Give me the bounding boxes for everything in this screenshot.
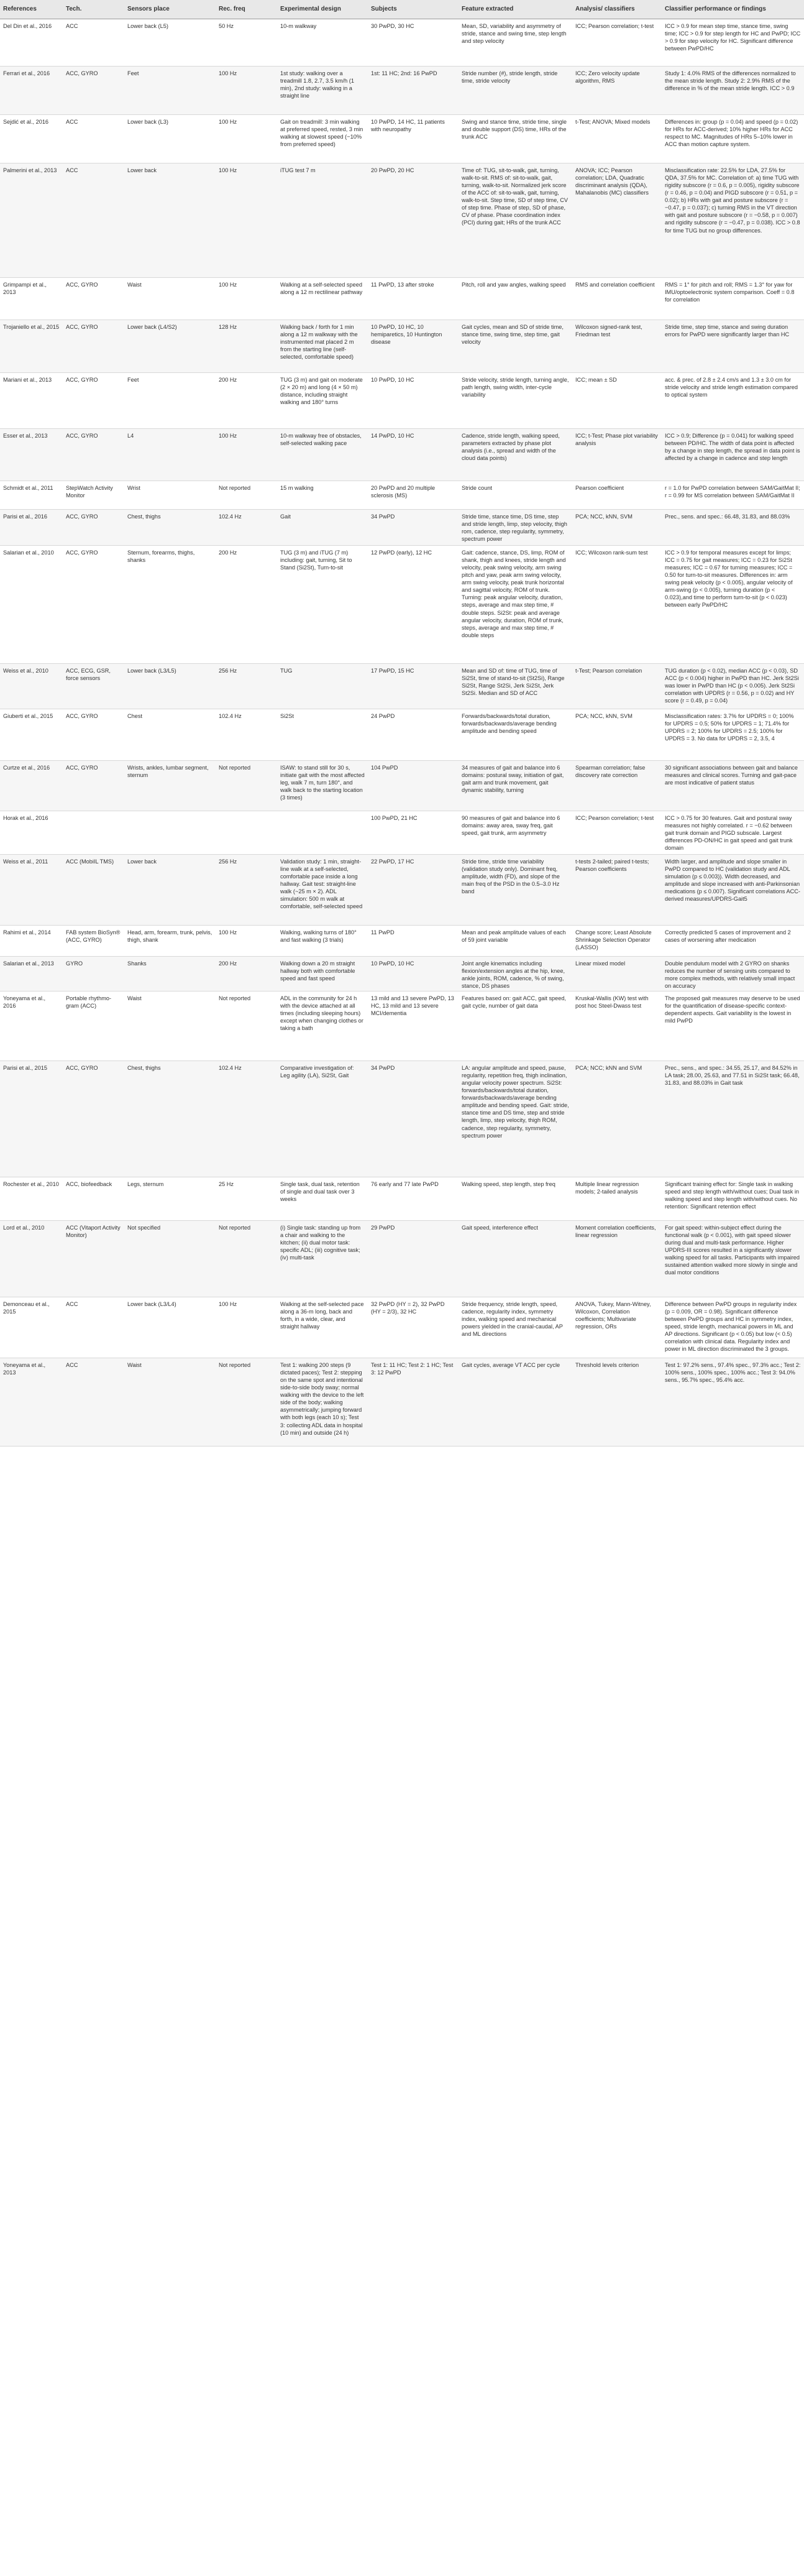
col-references-cell: Del Din et al., 2016 [0, 19, 63, 66]
col-experimental-design-cell: 10-m walkway free of obstacles, self-selected walking pace [277, 428, 368, 481]
col-subjects-cell: 13 mild and 13 severe PwPD, 13 HC, 13 mild and 13 severe MCI/dementia [368, 991, 459, 1060]
col-classifier-performance-cell: acc. & prec. of 2.8 ± 2.4 cm/s and 1.3 ± 3.0 cm for stride velocity and stride length estimation compared to optical system [662, 372, 804, 428]
table-row [0, 545, 804, 663]
table-row [0, 428, 804, 481]
table-row [0, 854, 804, 925]
table-row [0, 709, 804, 760]
col-tech-cell: Portable rhythmo-gram (ACC) [63, 991, 124, 1060]
col-classifier-performance-cell: Test 1: 97.2% sens., 97.4% spec., 97.3% acc.; Test 2: 100% sens., 100% spec., 100% acc.; Test 3: 94.0% sens., 95.7% spec., 95.4% acc. [662, 1358, 804, 1446]
col-tech-cell: ACC, GYRO [63, 320, 124, 372]
col-experimental-design-cell: TUG (3 m) and gait on moderate (2 × 20 m) and long (4 × 50 m) distance, including straight walking and 180° turns [277, 372, 368, 428]
col-references-cell: Ferrari et al., 2016 [0, 66, 63, 114]
col-tech-cell: ACC, GYRO [63, 709, 124, 760]
col-classifier-performance-cell: Study 1: 4.0% RMS of the differences normalized to the mean stride length. Study 2: 2.9% RMS of the difference in % of the mean stride length. ICC > 0.9 [662, 66, 804, 114]
col-experimental-design-cell: Comparative investigation of: Leg agility (LA), Si2St, Gait [277, 1060, 368, 1177]
col-references-cell: Weiss et al., 2010 [0, 663, 63, 709]
col-analysis-classifiers-cell: t-tests 2-tailed; paired t-tests; Pearson coefficients [572, 854, 662, 925]
col-feature-extracted-cell: Cadence, stride length, walking speed, parameters extracted by phase plot analysis (i.e., spread and width of the cloud data points) [459, 428, 572, 481]
col-rec-freq-cell: Not reported [216, 1358, 277, 1446]
table-row [0, 66, 804, 114]
col-feature-extracted-cell: Stride time, stride time variability (validation study only). Dominant freq, amplitude, width (FD), and slope of the main freq of the PSD in the 0.5–3.0 Hz band [459, 854, 572, 925]
table-row [0, 760, 804, 811]
col-sensors-place-cell: Waist [124, 1358, 216, 1446]
col-experimental-design-cell: 15 m walking [277, 481, 368, 509]
col-classifier-performance-cell: ICC > 0.75 for 30 features. Gait and postural sway measures not highly correlated. r = −0.62 between gait trunk domain and PIGD subscale. Largest differences PD-ON/HC in gait speed and gait trunk domain [662, 811, 804, 854]
col-rec-freq-cell [216, 811, 277, 854]
col-classifier-performance-cell: ICC > 0.9 for mean step time, stance time, swing time; ICC > 0.9 for step length for HC and PwPD; ICC > 0.9 for step velocity for HC. Significant difference between PwPD/HC [662, 19, 804, 66]
col-sensors-place-cell: Feet [124, 372, 216, 428]
col-tech-cell: ACC, GYRO [63, 1060, 124, 1177]
col-subjects-cell: 104 PwPD [368, 760, 459, 811]
col-sensors-place-cell: Head, arm, forearm, trunk, pelvis, thigh, shank [124, 925, 216, 956]
col-tech-cell: GYRO [63, 956, 124, 991]
col-rec-freq-cell: 102.4 Hz [216, 709, 277, 760]
col-subjects-cell: 20 PwPD and 20 multiple sclerosis (MS) [368, 481, 459, 509]
col-references-cell: Grimpampi et al., 2013 [0, 277, 63, 320]
col-sensors-place-cell: Lower back (L3) [124, 114, 216, 163]
col-classifier-performance-cell: The proposed gait measures may deserve to be used for the quantification of disease-specific context-dependent aspects. Gait variability is the lowest in mild PwPD [662, 991, 804, 1060]
col-tech-cell: ACC, biofeedback [63, 1177, 124, 1220]
col-subjects-cell: 12 PwPD (early), 12 HC [368, 545, 459, 663]
col-tech-cell: ACC, GYRO [63, 428, 124, 481]
col-experimental-design-cell [277, 811, 368, 854]
col-rec-freq-cell: 200 Hz [216, 956, 277, 991]
col-sensors-place-cell: Sternum, forearms, thighs, shanks [124, 545, 216, 663]
col-analysis-classifiers-cell: Wilcoxon signed-rank test, Friedman test [572, 320, 662, 372]
table-row [0, 163, 804, 277]
col-experimental-design-header: Experimental design [277, 0, 368, 19]
col-references-cell: Horak et al., 2016 [0, 811, 63, 854]
col-sensors-place-cell: Lower back [124, 854, 216, 925]
col-feature-extracted-cell: LA: angular amplitude and speed, pause, regularity, repetition freq, thigh inclination, angular velocity power spectrum. Si2St: forwards/backwards/total duration, forwards/backwards/average bending amplitude and bending speed. Gait: stride, stance time and DS time, step and stride length, limp, step velocity, thigh ROM, cadence, step regularity, symmetry, spectrum power [459, 1060, 572, 1177]
col-subjects-cell: 24 PwPD [368, 709, 459, 760]
col-experimental-design-cell: ADL in the community for 24 h with the device attached at all times (including sleeping hours) except when changing clothes or taking a bath [277, 991, 368, 1060]
col-analysis-classifiers-cell: PCA; NCC, kNN, SVM [572, 709, 662, 760]
col-tech-cell: ACC (MobiIL TMS) [63, 854, 124, 925]
col-references-cell: Mariani et al., 2013 [0, 372, 63, 428]
col-subjects-cell: 10 PwPD, 14 HC, 11 patients with neuropathy [368, 114, 459, 163]
col-analysis-classifiers-cell: ICC; Zero velocity update algorithm, RMS [572, 66, 662, 114]
col-tech-cell: ACC [63, 19, 124, 66]
table-row [0, 1220, 804, 1297]
col-subjects-cell: 32 PwPD (HY = 2), 32 PwPD (HY = 2/3), 32 HC [368, 1297, 459, 1358]
col-classifier-performance-cell: Prec., sens. and spec.: 66.48, 31.83, and 88.03% [662, 509, 804, 545]
col-references-cell: Curtze et al., 2016 [0, 760, 63, 811]
col-references-cell: Yoneyama et al., 2016 [0, 991, 63, 1060]
col-subjects-cell: 10 PwPD, 10 HC, 10 hemiparetics, 10 Huntington disease [368, 320, 459, 372]
col-feature-extracted-header: Feature extracted [459, 0, 572, 19]
col-classifier-performance-cell: Width larger, and amplitude and slope smaller in PwPD compared to HC (validation study and ADL simulation (p ≤ 0.003)). Width decreased, and amplitude and slope increased with anti-Parkinsonian medications (p ≤ 0.007). Significant correlations ACC-derived measures/UPDRS-Gait5 [662, 854, 804, 925]
col-classifier-performance-cell: Stride time, step time, stance and swing duration errors for PwPD were significantly larger than HC [662, 320, 804, 372]
col-analysis-classifiers-cell: ICC; mean ± SD [572, 372, 662, 428]
col-sensors-place-cell: Shanks [124, 956, 216, 991]
col-rec-freq-cell: 100 Hz [216, 277, 277, 320]
col-references-cell: Rochester et al., 2010 [0, 1177, 63, 1220]
col-tech-cell: ACC, GYRO [63, 66, 124, 114]
col-analysis-classifiers-cell: t-Test; ANOVA; Mixed models [572, 114, 662, 163]
col-classifier-performance-cell: Misclassification rates: 3.7% for UPDRS = 0; 100% for UPDRS = 0.5; 50% for UPDRS = 1; 71.4% for UPDRS = 2; 100% for UPDRS = 2.5; 100% for UPDRS = 3. No data for UPDRS = 2, 3.5, 4 [662, 709, 804, 760]
table-row [0, 663, 804, 709]
col-classifier-performance-cell: Correctly predicted 5 cases of improvement and 2 cases of worsening after medication [662, 925, 804, 956]
col-references-cell: Weiss et al., 2011 [0, 854, 63, 925]
col-references-cell: Parisi et al., 2016 [0, 509, 63, 545]
col-tech-cell: ACC, ECG, GSR, force sensors [63, 663, 124, 709]
table-header [0, 0, 804, 19]
col-classifier-performance-cell: Double pendulum model with 2 GYRO on shanks reduces the number of sensing units compared to more complex methods, with relatively small impact on accuracy [662, 956, 804, 991]
col-references-cell: Trojaniello et al., 2015 [0, 320, 63, 372]
col-feature-extracted-cell: Stride number (#), stride length, stride time, stride velocity [459, 66, 572, 114]
col-references-cell: Salarian et al., 2010 [0, 545, 63, 663]
col-references-cell: Salarian et al., 2013 [0, 956, 63, 991]
col-tech-header: Tech. [63, 0, 124, 19]
col-sensors-place-cell: Lower back [124, 163, 216, 277]
col-tech-cell: ACC [63, 114, 124, 163]
col-subjects-cell: 20 PwPD, 20 HC [368, 163, 459, 277]
col-classifier-performance-cell: Differences in: group (p = 0.04) and speed (p = 0.02) for HRs for ACC-derived; 10% higher HRs for ACC respect to MC. Magnitudes of HRs 5–10% lower in ACC than motion capture system. [662, 114, 804, 163]
col-analysis-classifiers-cell: Multiple linear regression models; 2-tailed analysis [572, 1177, 662, 1220]
col-tech-cell: ACC [63, 1358, 124, 1446]
col-tech-cell [63, 811, 124, 854]
col-experimental-design-cell: Walking at a self-selected speed along a 12 m rectilinear pathway [277, 277, 368, 320]
col-sensors-place-header: Sensors place [124, 0, 216, 19]
col-feature-extracted-cell: Stride velocity, stride length, turning angle, path length, swing width, inter-cycle variability [459, 372, 572, 428]
col-rec-freq-cell: 100 Hz [216, 1297, 277, 1358]
col-feature-extracted-cell: Features based on: gait ACC, gait speed, gait cycle, number of gait data [459, 991, 572, 1060]
col-classifier-performance-cell: ICC > 0.9; Difference (p = 0.041) for walking speed between PD/HC. The width of data point is affected by a change in step length, the spread in data point is affected by a change in cadence and step length [662, 428, 804, 481]
col-references-cell: Palmerini et al., 2013 [0, 163, 63, 277]
col-experimental-design-cell: Gait [277, 509, 368, 545]
col-experimental-design-cell: Single task, dual task, retention of single and dual task over 3 weeks [277, 1177, 368, 1220]
col-feature-extracted-cell: Mean and peak amplitude values of each of 59 joint variable [459, 925, 572, 956]
col-feature-extracted-cell: Stride count [459, 481, 572, 509]
col-feature-extracted-cell: Walking speed, step length, step freq [459, 1177, 572, 1220]
col-sensors-place-cell: Lower back (L4/S2) [124, 320, 216, 372]
table-row [0, 956, 804, 991]
col-tech-cell: ACC (Vitaport Activity Monitor) [63, 1220, 124, 1297]
col-experimental-design-cell: Validation study: 1 min, straight-line walk at a self-selected, comfortable pace inside a long hallway. Gait test: straight-line walk (~25 m × 2). ADL simulation: 500 m walk at comfortable, self-selected speed [277, 854, 368, 925]
col-analysis-classifiers-cell: ICC; Pearson correlation; t-test [572, 811, 662, 854]
col-rec-freq-cell: 102.4 Hz [216, 1060, 277, 1177]
col-subjects-cell: 29 PwPD [368, 1220, 459, 1297]
col-tech-cell: ACC, GYRO [63, 277, 124, 320]
table-row [0, 481, 804, 509]
col-references-cell: Sejdić et al., 2016 [0, 114, 63, 163]
col-analysis-classifiers-cell: Kruskal-Wallis (KW) test with post hoc Steel-Dwass test [572, 991, 662, 1060]
col-analysis-classifiers-cell: RMS and correlation coefficient [572, 277, 662, 320]
col-classifier-performance-cell: Difference between PwPD groups in regularity index (p = 0.009, OR = 0.98). Significant difference between PwPD groups and HC in symmetry index, speed, stride length, mechanical powers in ML and AP directions. Significant (p < 0.05) but low (< 0.5) correlation with clinical data. Regularity index and power in ML direction discriminated the 3 groups. [662, 1297, 804, 1358]
col-subjects-cell: 11 PwPD [368, 925, 459, 956]
col-feature-extracted-cell: Stride time, stance time, DS time, step and stride length, limp, step velocity, thigh rom, cadence, step regularity, symmetry, spectrum power [459, 509, 572, 545]
col-rec-freq-cell: 200 Hz [216, 545, 277, 663]
table-row [0, 1177, 804, 1220]
col-experimental-design-cell: TUG (3 m) and iTUG (7 m) including: gait, turning, Sit to Stand (Si2St), Turn-to-sit [277, 545, 368, 663]
col-feature-extracted-cell: Pitch, roll and yaw angles, walking speed [459, 277, 572, 320]
col-feature-extracted-cell: Gait cycles, mean and SD of stride time, stance time, swing time, step time, gait velocity [459, 320, 572, 372]
table-row [0, 811, 804, 854]
col-analysis-classifiers-cell: Spearman correlation; false discovery rate correction [572, 760, 662, 811]
col-analysis-classifiers-cell: PCA; NCC, kNN, SVM [572, 509, 662, 545]
col-rec-freq-cell: 256 Hz [216, 854, 277, 925]
col-feature-extracted-cell: Forwards/backwards/total duration, forwards/backwards/average bending amplitude and bending speed [459, 709, 572, 760]
col-rec-freq-cell: 102.4 Hz [216, 509, 277, 545]
col-subjects-cell: 34 PwPD [368, 509, 459, 545]
col-experimental-design-cell: Walking down a 20 m straight hallway both with comfortable speed and fast speed [277, 956, 368, 991]
col-sensors-place-cell: Chest, thighs [124, 509, 216, 545]
col-rec-freq-cell: 256 Hz [216, 663, 277, 709]
table-row [0, 277, 804, 320]
col-experimental-design-cell: Si2St [277, 709, 368, 760]
col-classifier-performance-cell: Prec., sens., and spec.: 34.55, 25.17, and 84.52% in LA task; 28.00, 25.63, and 77.51 in Si2St task; 66.48, 31.83, and 88.03% in Gait task [662, 1060, 804, 1177]
col-references-cell: Giuberti et al., 2015 [0, 709, 63, 760]
col-rec-freq-cell: 100 Hz [216, 66, 277, 114]
col-rec-freq-cell: 128 Hz [216, 320, 277, 372]
col-sensors-place-cell: Waist [124, 991, 216, 1060]
table-row [0, 19, 804, 66]
col-analysis-classifiers-cell: ICC; t-Test; Phase plot variability analysis [572, 428, 662, 481]
col-tech-cell: ACC, GYRO [63, 509, 124, 545]
col-sensors-place-cell: Lower back (L5) [124, 19, 216, 66]
col-feature-extracted-cell: Mean, SD, variability and asymmetry of stride, stance and swing time, step length and step velocity [459, 19, 572, 66]
col-references-cell: Lord et al., 2010 [0, 1220, 63, 1297]
col-classifier-performance-cell: r = 1.0 for PwPD correlation between SAM/GaitMat II; r = 0.99 for MS correlation between SAM/GaitMat II [662, 481, 804, 509]
col-experimental-design-cell: Walking, walking turns of 180° and fast walking (3 trials) [277, 925, 368, 956]
col-classifier-performance-header: Classifier performance or findings [662, 0, 804, 19]
col-experimental-design-cell: Walking at the self-selected pace along a 36-m long, back and forth, in a wide, clear, and straight hallway [277, 1297, 368, 1358]
col-references-header: References [0, 0, 63, 19]
table-row [0, 114, 804, 163]
table-row [0, 509, 804, 545]
col-tech-cell: ACC [63, 163, 124, 277]
col-sensors-place-cell: Waist [124, 277, 216, 320]
col-subjects-cell: 30 PwPD, 30 HC [368, 19, 459, 66]
col-feature-extracted-cell: Gait cycles, average VT ACC per cycle [459, 1358, 572, 1446]
col-sensors-place-cell: Wrists, ankles, lumbar segment, sternum [124, 760, 216, 811]
col-rec-freq-cell: Not reported [216, 760, 277, 811]
col-subjects-cell: 11 PwPD, 13 after stroke [368, 277, 459, 320]
col-classifier-performance-cell: TUG duration (p < 0.02), median ACC (p < 0.03), SD ACC (p < 0.004) higher in PwPD than HC. Jerk St2Si was lower in PwPD than HC (p < 0.005). Jerk St2Si correlation with UPDRS (r = 0.56, p = 0.02) and HY score (r = 0.49, p = 0.04) [662, 663, 804, 709]
table-row [0, 1358, 804, 1446]
col-rec-freq-cell: 25 Hz [216, 1177, 277, 1220]
col-tech-cell: FAB system BioSyn® (ACC, GYRO) [63, 925, 124, 956]
col-sensors-place-cell: Wrist [124, 481, 216, 509]
col-feature-extracted-cell: 34 measures of gait and balance into 6 domains: postural sway, initiation of gait, gait arm and trunk movement, gait dynamic stability, turning [459, 760, 572, 811]
col-references-cell: Parisi et al., 2015 [0, 1060, 63, 1177]
col-analysis-classifiers-header: Analysis/ classifiers [572, 0, 662, 19]
table-row [0, 1297, 804, 1358]
col-classifier-performance-cell: Significant training effect for: Single task in walking speed and step length with/without cues; Dual task in walking speed and step length with/without cues. No retention: Significant retention effect [662, 1177, 804, 1220]
col-tech-cell: StepWatch Activity Monitor [63, 481, 124, 509]
col-experimental-design-cell: iTUG test 7 m [277, 163, 368, 277]
col-sensors-place-cell: L4 [124, 428, 216, 481]
col-rec-freq-cell: Not reported [216, 1220, 277, 1297]
col-experimental-design-cell: ISAW: to stand still for 30 s, initiate gait with the most affected leg, walk 7 m, turn 180°, and walk back to the starting location (3 times) [277, 760, 368, 811]
col-subjects-cell: 10 PwPD, 10 HC [368, 372, 459, 428]
col-sensors-place-cell [124, 811, 216, 854]
table-row [0, 1060, 804, 1177]
table-body [0, 19, 804, 1446]
col-subjects-cell: 76 early and 77 late PwPD [368, 1177, 459, 1220]
col-sensors-place-cell: Chest, thighs [124, 1060, 216, 1177]
col-rec-freq-cell: 100 Hz [216, 925, 277, 956]
col-feature-extracted-cell: Mean and SD of: time of TUG, time of Si2St, time of stand-to-sit (St2Si), Range Si2St, Range St2Si, Jerk Si2St, Jerk St2Si. Median and SD of ACC [459, 663, 572, 709]
col-classifier-performance-cell: ICC > 0.9 for temporal measures except for limps; ICC = 0.75 for gait measures; ICC = 0.23 for Si2St measures; ICC = 0.67 for turning measures; ICC = 0.50 for turn-to-sit measures. Differences in: arm swing peak velocity (p < 0.005), angular velocity of arm-swing (p < 0.005), turning duration (p < 0.023),and time to perform turn-to-sit (p < 0.023) between early PwPD/HC [662, 545, 804, 663]
col-analysis-classifiers-cell: ICC; Wilcoxon rank-sum test [572, 545, 662, 663]
col-subjects-cell: 1st: 11 HC; 2nd: 16 PwPD [368, 66, 459, 114]
col-rec-freq-header: Rec. freq [216, 0, 277, 19]
col-sensors-place-cell: Not specified [124, 1220, 216, 1297]
col-classifier-performance-cell: Misclassification rate: 22.5% for LDA, 27.5% for QDA, 37.5% for MC. Correlation of: a) time TUG with rigidity subscore (r = 0.6, p = 0.005), rigidity subscore (r = 0.46, p = 0.04) and PIGD subscore (r = 0.51, p = 0.02); b) HRs with gait and posture subscore (r = −0.47, p = 0.037); c) turning RMS in the VT direction with gait and posture subscore (r = −0.58, p = 0.007) and rigidity subscore (r = −0.47, p = 0.038). ICC > 0.8 for time TUG but no group differences. [662, 163, 804, 277]
col-subjects-cell: 100 PwPD, 21 HC [368, 811, 459, 854]
table-row [0, 320, 804, 372]
col-rec-freq-cell: Not reported [216, 991, 277, 1060]
col-analysis-classifiers-cell: t-Test; Pearson correlation [572, 663, 662, 709]
col-feature-extracted-cell: Swing and stance time, stride time, single and double support (DS) time, HRs of the trunk ACC [459, 114, 572, 163]
col-tech-cell: ACC [63, 1297, 124, 1358]
col-references-cell: Rahimi et al., 2014 [0, 925, 63, 956]
col-rec-freq-cell: 100 Hz [216, 163, 277, 277]
col-tech-cell: ACC, GYRO [63, 372, 124, 428]
table-row [0, 991, 804, 1060]
col-experimental-design-cell: 10-m walkway [277, 19, 368, 66]
col-analysis-classifiers-cell: Moment correlation coefficients, linear regression [572, 1220, 662, 1297]
col-references-cell: Schmidt et al., 2011 [0, 481, 63, 509]
col-tech-cell: ACC, GYRO [63, 760, 124, 811]
col-experimental-design-cell: 1st study: walking over a treadmill 1.8, 2.7, 3.5 km/h (1 min), 2nd study: walking in a straight line [277, 66, 368, 114]
col-experimental-design-cell: Test 1: walking 200 steps (9 dictated paces); Test 2: stepping on the same spot and intentional side-to-side body sway; normal walking with the device to the left side of the body; walking asymmetrically; jumping forward with both legs (each 10 s); Test 3: collecting ADL data in hospital (10 min) and outside (24 h) [277, 1358, 368, 1446]
col-feature-extracted-cell: Gait: cadence, stance, DS, limp, ROM of shank, thigh and knees, stride length and velocity, peak swing velocity, arm swing pitch and yaw, peak arm swing velocity, arm swing velocity, peak trunk horizontal and sagittal velocity, ROM of trunk. Turning: peak angular velocity, duration, steps, average and max step time, # double steps. Si2St: peak and average angular velocity, duration, ROM of trunk, steps, average and max step time, # double steps [459, 545, 572, 663]
col-experimental-design-cell: TUG [277, 663, 368, 709]
col-analysis-classifiers-cell: Threshold levels criterion [572, 1358, 662, 1446]
table-row [0, 372, 804, 428]
col-feature-extracted-cell: Joint angle kinematics including flexion/extension angles at the hip, knee, ankle joints, ROM, cadence, % of swing, stance, DS phases [459, 956, 572, 991]
col-analysis-classifiers-cell: Pearson coefficient [572, 481, 662, 509]
col-subjects-cell: 10 PwPD, 10 HC [368, 956, 459, 991]
col-analysis-classifiers-cell: ANOVA, Tukey, Mann-Witney, Wilcoxon, Correlation coefficients; Multivariate regression, ORs [572, 1297, 662, 1358]
col-tech-cell: ACC, GYRO [63, 545, 124, 663]
col-experimental-design-cell: Walking back / forth for 1 min along a 12 m walkway with the instrumented mat placed 2 m from the starting line (self-selected, comfortable speed) [277, 320, 368, 372]
col-analysis-classifiers-cell: ICC; Pearson correlation; t-test [572, 19, 662, 66]
col-sensors-place-cell: Legs, sternum [124, 1177, 216, 1220]
col-subjects-header: Subjects [368, 0, 459, 19]
col-subjects-cell: 14 PwPD, 10 HC [368, 428, 459, 481]
col-rec-freq-cell: 100 Hz [216, 428, 277, 481]
col-analysis-classifiers-cell: Change score; Least Absolute Shrinkage Selection Operator (LASSO) [572, 925, 662, 956]
col-rec-freq-cell: Not reported [216, 481, 277, 509]
col-classifier-performance-cell: RMS = 1° for pitch and roll; RMS = 1.3° for yaw for IMU/optoelectronic system comparison. Coeff = 0.8 for correlation [662, 277, 804, 320]
col-subjects-cell: 17 PwPD, 15 HC [368, 663, 459, 709]
col-sensors-place-cell: Lower back (L3/L5) [124, 663, 216, 709]
col-feature-extracted-cell: Stride frequency, stride length, speed, cadence, regularity index, symmetry index, walking speed and mechanical powers yielded in the cranial-caudal, AP and ML directions [459, 1297, 572, 1358]
col-classifier-performance-cell: For gait speed: within-subject effect during the functional walk (p < 0.001), with gait speed slower during dual and multi-task performance. Higher UPDRS-III scores resulted in a significantly slower walking speed for all tasks. Participants with impaired sustained attention walked more slowly in single and dual motor conditions [662, 1220, 804, 1297]
col-analysis-classifiers-cell: PCA; NCC; kNN and SVM [572, 1060, 662, 1177]
col-sensors-place-cell: Lower back (L3/L4) [124, 1297, 216, 1358]
col-rec-freq-cell: 100 Hz [216, 114, 277, 163]
col-feature-extracted-cell: 90 measures of gait and balance into 6 domains: away area, sway freq, gait speed, gait trunk, arm asymmetry [459, 811, 572, 854]
col-rec-freq-cell: 50 Hz [216, 19, 277, 66]
col-experimental-design-cell: (i) Single task: standing up from a chair and walking to the kitchen; (ii) dual motor task: specific ADL; (iii) cognitive task; (iv) multi-task [277, 1220, 368, 1297]
col-references-cell: Esser et al., 2013 [0, 428, 63, 481]
col-classifier-performance-cell: 30 significant associations between gait and balance measures and clinical scores. Turning and gait-pace are most indicative of patient status [662, 760, 804, 811]
col-analysis-classifiers-cell: Linear mixed model [572, 956, 662, 991]
table-row [0, 925, 804, 956]
col-experimental-design-cell: Gait on treadmill: 3 min walking at preferred speed, rested, 3 min walking at slowest speed (−10% from preferred speed) [277, 114, 368, 163]
col-references-cell: Demonceau et al., 2015 [0, 1297, 63, 1358]
col-subjects-cell: 34 PwPD [368, 1060, 459, 1177]
col-sensors-place-cell: Chest [124, 709, 216, 760]
col-sensors-place-cell: Feet [124, 66, 216, 114]
col-feature-extracted-cell: Gait speed, interference effect [459, 1220, 572, 1297]
col-rec-freq-cell: 200 Hz [216, 372, 277, 428]
col-analysis-classifiers-cell: ANOVA; ICC; Pearson correlation; LDA, Quadratic discriminant analysis (QDA), Mahalanobis (MC) classifiers [572, 163, 662, 277]
col-feature-extracted-cell: Time of: TUG, sit-to-walk, gait, turning, walk-to-sit. RMS of: sit-to-walk, gait, turning, walk-to-sit. Normalized jerk score of the ACC of: sit-to-walk, gait, turning, walk-to-sit. Step time, SD of step time, CV of step time. Phase of step, SD of phase, CV of phase. Phase coordination index (PCI) during gait; HRs of the trunk ACC [459, 163, 572, 277]
col-subjects-cell: Test 1: 11 HC; Test 2: 1 HC; Test 3: 12 PwPD [368, 1358, 459, 1446]
col-references-cell: Yoneyama et al., 2013 [0, 1358, 63, 1446]
col-subjects-cell: 22 PwPD, 17 HC [368, 854, 459, 925]
